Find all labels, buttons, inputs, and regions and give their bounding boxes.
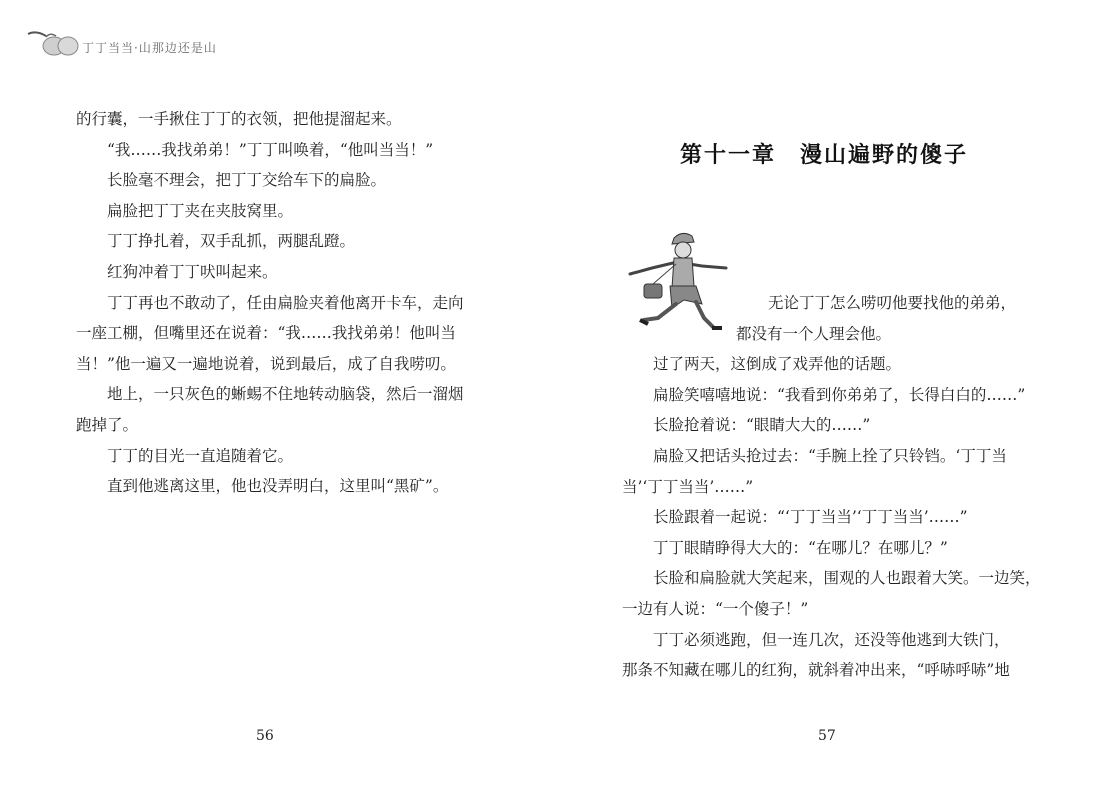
left-page [76,0,476,786]
right-page [622,0,1041,786]
text-line: 跑掉了。 [76,415,139,434]
text-line: 都没有一个人理会他。 [736,324,892,343]
text-line: 丁丁眼睛睁得大大的：“在哪儿？在哪儿？” [653,538,948,557]
text-line: 一边有人说：“一个傻子！” [622,599,809,618]
left-text-body [76,104,464,502]
text-line: 直到他逃离这里，他也没弄明白，这里叫“黑矿”。 [107,477,449,496]
text-line: 一座工棚，但嘴里还在说着：“我……我找弟弟！他叫当 [76,324,456,343]
book-title: 丁丁当当·山那边还是山 [82,41,217,55]
text-line: 长脸毫不理会，把丁丁交给车下的扁脸。 [107,171,387,190]
text-line: 无论丁丁怎么唠叨他要找他的弟弟， [768,294,1017,312]
text-line: 长脸抢着说：“眼睛大大的……” [653,416,871,435]
text-line: 红狗冲着丁丁吠叫起来。 [107,262,278,281]
text-line: 长脸跟着一起说：“‘丁丁当当’‘丁丁当当’……” [653,508,968,527]
text-line: 丁丁的目光一直追随着它。 [107,446,294,465]
text-line: 丁丁必须逃跑，但一连几次，还没等他逃到大铁门， [653,630,1010,649]
text-line: 那条不知藏在哪儿的红狗，就斜着冲出来，“呼哧呼哧”地 [622,661,1010,680]
text-line: 扁脸把丁丁夹在夹肢窝里。 [107,201,294,220]
right-text-body [622,288,1041,686]
page-number-left: 56 [256,728,274,744]
gourd-logo-icon [26,26,82,62]
text-line: 丁丁挣扎着，双手乱抓，两腿乱蹬。 [107,232,356,251]
text-line: 扁脸笑嘻嘻地说：“我看到你弟弟了，长得白白的……” [653,385,1026,404]
text-line: 长脸和扁脸就大笑起来，围观的人也跟着大笑。一边笑， [653,569,1041,588]
text-line: 过了两天，这倒成了戏弄他的话题。 [653,355,902,374]
text-line: 扁脸又把话头抢过去：“手腕上拴了只铃铛。‘丁丁当 [653,446,1007,465]
text-line: 当！”他一遍又一遍地说着，说到最后，成了自我唠叨。 [76,354,456,373]
chapter-title: 第十一章 漫山遍野的傻子 [680,142,969,168]
text-line: 地上，一只灰色的蜥蜴不住地转动脑袋，然后一溜烟 [107,385,464,404]
text-line: “我……我找弟弟！”丁丁叫唤着，“他叫当当！” [107,140,434,159]
text-line: 丁丁再也不敢动了，任由扁脸夹着他离开卡车，走向 [107,293,464,312]
text-line: 的行囊，一手揪住丁丁的衣领，把他提溜起来。 [76,110,402,128]
page-number-right: 57 [818,728,836,744]
text-line: 当’‘丁丁当当’……” [622,477,754,496]
